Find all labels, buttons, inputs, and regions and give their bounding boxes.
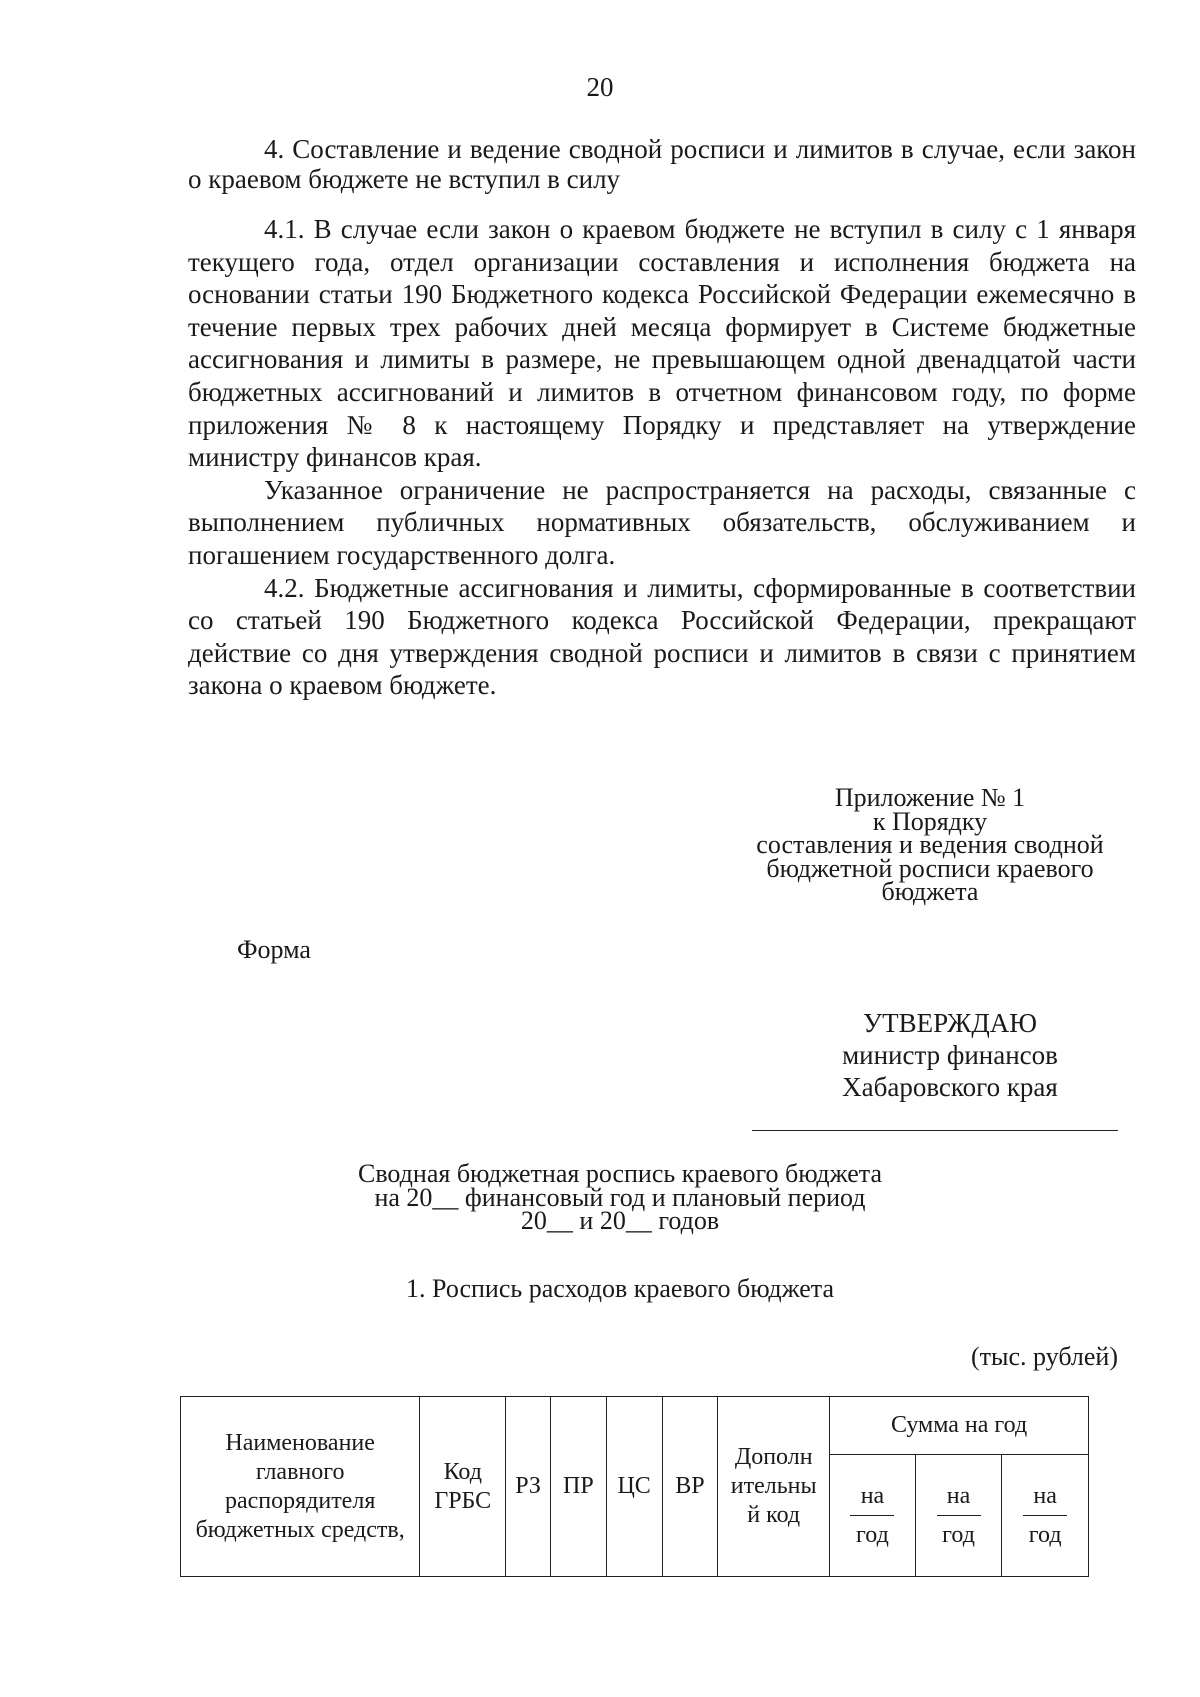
expenses-table bbox=[180, 1396, 1089, 1577]
approval-position: министр финансов bbox=[842, 1040, 1058, 1070]
header-year-1 bbox=[830, 1455, 916, 1577]
document-title-line: на 20__ финансовый год и плановый период bbox=[374, 1182, 866, 1212]
year-prefix: на bbox=[1033, 1483, 1057, 1509]
body-text bbox=[188, 213, 1136, 702]
header-grbs-code: Код ГРБС bbox=[420, 1397, 506, 1577]
page-number: 20 bbox=[586, 72, 614, 102]
approval-title: УТВЕРЖДАЮ bbox=[862, 1008, 1038, 1038]
header-manager-name: Наименование главного распорядителя бюджетных средств, bbox=[181, 1397, 420, 1577]
year-prefix: на bbox=[860, 1483, 885, 1509]
year-prefix: на bbox=[946, 1483, 971, 1509]
paragraph-4-1: 4.1. В случае если закон о краевом бюджете не вступил в силу с 1 января текущего года, отдел организации составления и исполнения бюджета на основании статьи 190 Бюджетного кодекса Российской Федерации ежемесячно в течение первых трех рабочих дней месяца формирует в Системе бюджетные ассигнования и лимиты в размере, не превышающем одной двенадцатой части бюджетных ассигнований и лимитов в отчетном финансовом году, по форме приложения № 8 к настоящему Порядку и представляет на утверждение министру финансов края. bbox=[188, 214, 1136, 473]
form-label: Форма bbox=[237, 935, 311, 964]
header-year-3 bbox=[1002, 1455, 1089, 1577]
paragraph-4-2: 4.2. Бюджетные ассигнования и лимиты, сформированные в соответствии со статьей 190 Бюджетного кодекса Российской Федерации, прекращают действие со дня утверждения сводной росписи и лимитов в связи с принятием закона о краевом бюджете. bbox=[188, 572, 1136, 701]
appendix-line: бюджетной росписи краевого bbox=[766, 853, 1094, 883]
appendix-block bbox=[720, 783, 1140, 906]
header-cs: ЦС bbox=[606, 1397, 662, 1577]
header-annual-sum: Сумма на год bbox=[830, 1397, 1089, 1455]
header-rz: РЗ bbox=[506, 1397, 551, 1577]
document-title-line: 20__ и 20__ годов bbox=[520, 1206, 720, 1235]
header-pr: ПР bbox=[550, 1397, 606, 1577]
header-additional-code: Дополн ительны й код bbox=[718, 1397, 830, 1577]
appendix-line: Приложение № 1 bbox=[834, 783, 1026, 812]
approval-block bbox=[800, 1007, 1100, 1103]
appendix-line: бюджета bbox=[881, 877, 979, 906]
year-suffix: год bbox=[1028, 1522, 1062, 1548]
section-heading: 4. Составление и ведение сводной росписи и лимитов в случае, если закон о краевом бюджете не вступил в силу bbox=[188, 134, 1136, 194]
appendix-line: к Порядку bbox=[872, 806, 988, 836]
approval-region: Хабаровского края bbox=[842, 1072, 1058, 1102]
year-blank-line bbox=[937, 1515, 981, 1516]
signature-line bbox=[752, 1130, 1118, 1131]
year-blank-line bbox=[850, 1515, 894, 1516]
year-suffix: год bbox=[942, 1522, 975, 1548]
document-title bbox=[300, 1159, 940, 1235]
paragraph-limitation: Указанное ограничение не распространяется на расходы, связанные с выполнением публичных нормативных обязательств, обслуживанием и погашением государственного долга. bbox=[188, 474, 1136, 570]
year-suffix: год bbox=[856, 1522, 889, 1548]
section-subtitle: 1. Роспись расходов краевого бюджета bbox=[406, 1274, 834, 1303]
header-vr: ВР bbox=[662, 1397, 718, 1577]
units-label: (тыс. рублей) bbox=[970, 1342, 1118, 1371]
appendix-line: составления и ведения сводной bbox=[756, 830, 1104, 859]
header-year-2 bbox=[915, 1455, 1002, 1577]
year-blank-line bbox=[1023, 1515, 1067, 1516]
document-title-line: Сводная бюджетная роспись краевого бюджета bbox=[357, 1159, 882, 1188]
